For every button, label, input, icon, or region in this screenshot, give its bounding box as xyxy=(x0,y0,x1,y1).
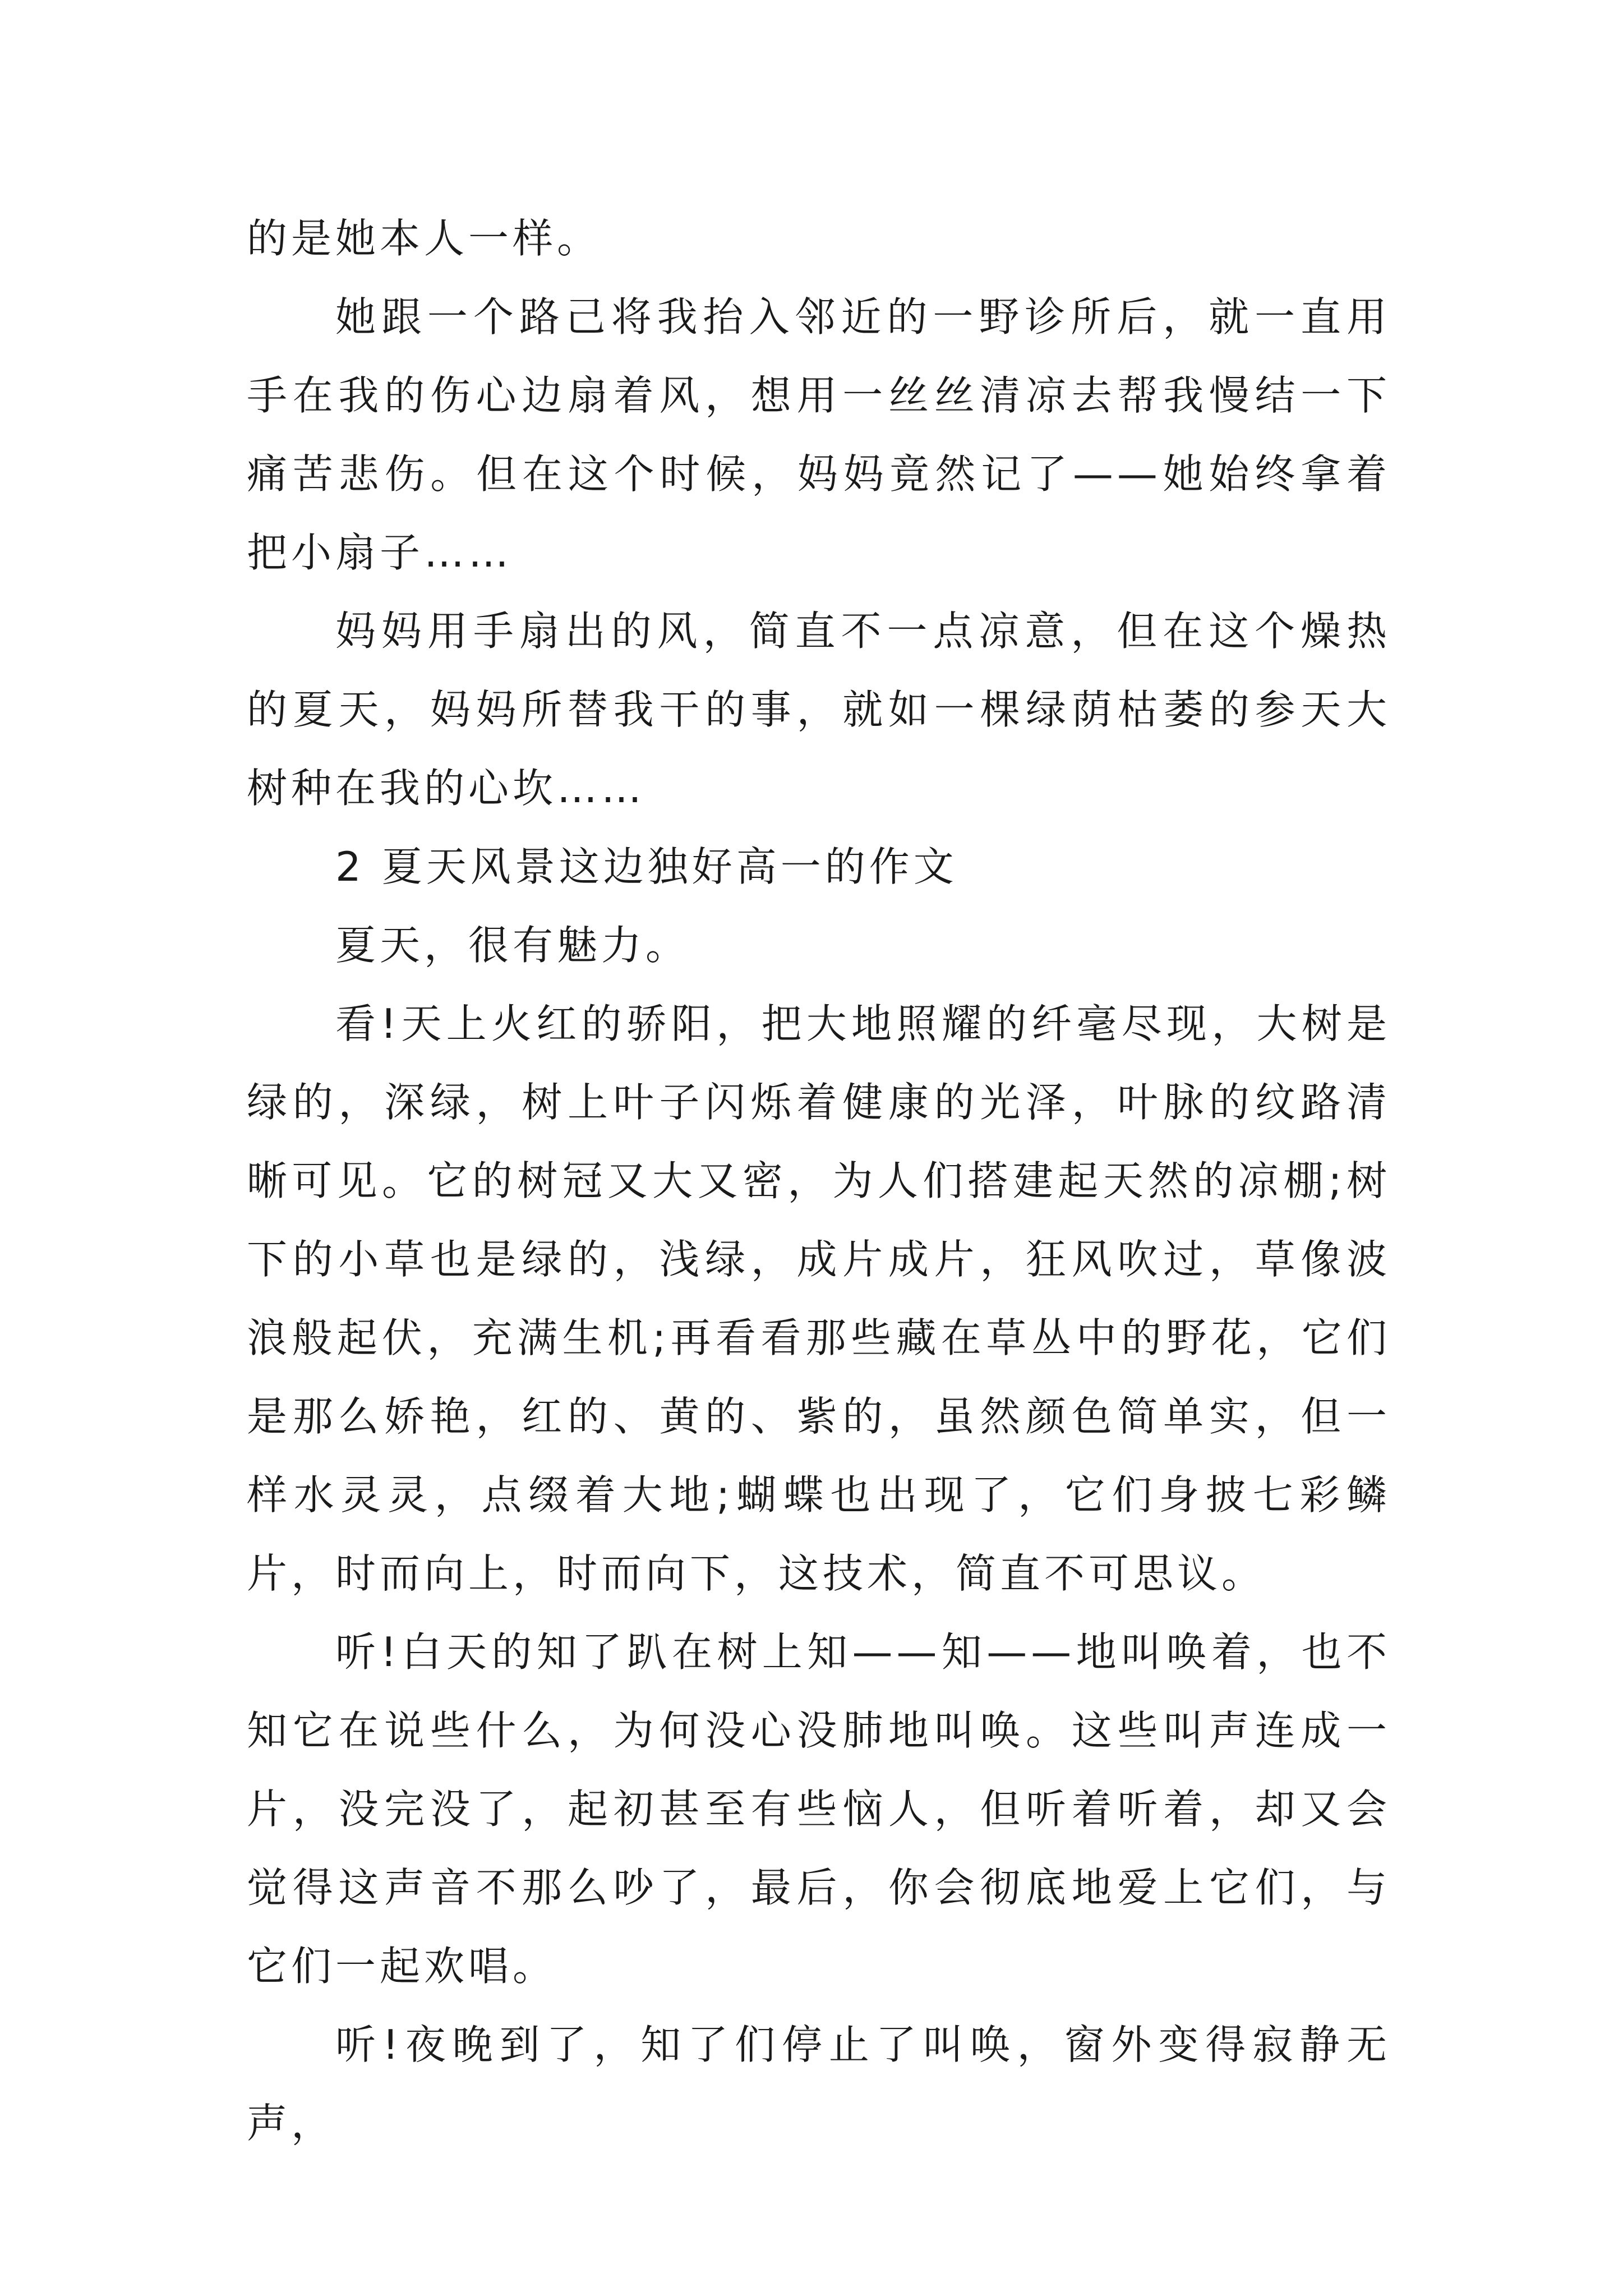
paragraph-summer-charm: 夏天，很有魅力。 xyxy=(335,922,690,969)
paragraph-look: 看!天上火红的骄阳，把大地照耀的纤毫尽现，大树是绿的，深绿，树上叶子闪烁着健康的光泽，叶脉的纹路清晰可见。它的树冠又大又密，为人们搭建起天然的凉棚;树下的小草也是绿的，浅绿，成片成片，狂风吹过，草像波浪般起伏，充满生机;再看看那些藏在草丛中的野花，它们是那么娇艳，红的、黄的、紫的，虽然颜色简单实，但一样水灵灵，点缀着大地;蝴蝶也出现了，它们身披七彩鳞片，时而向上，时而向下，这技术，简直不可思议。 xyxy=(247,1000,1391,1597)
document-body xyxy=(247,199,1391,2162)
paragraph-continuation: 的是她本人一样。 xyxy=(247,215,602,262)
paragraph-listen-day: 听!白天的知了趴在树上知——知——地叫唤着，也不知它在说些什么，为何没心没肺地叫唤。这些叫声连成一片，没完没了，起初甚至有些恼人，但听着听着，却又会觉得这声音不那么吵了，最后，你会彻底地爱上它们，与它们一起欢唱。 xyxy=(247,1628,1391,1990)
essay-heading: 2 夏天风景这边独好高一的作文 xyxy=(335,843,958,890)
paragraph-listen-night: 听!夜晚到了，知了们停止了叫唤，窗外变得寂静无声， xyxy=(247,2021,1391,2147)
paragraph-cool-wind: 妈妈用手扇出的风，简直不一点凉意，但在这个燥热的夏天，妈妈所替我干的事，就如一棵绿荫枯萎的参天大树种在我的心坎…… xyxy=(247,608,1391,812)
paragraph-fan-story: 她跟一个路己将我抬入邻近的一野诊所后，就一直用手在我的伤心边扇着风，想用一丝丝清凉去帮我慢结一下痛苦悲伤。但在这个时候，妈妈竟然记了——她始终拿着把小扇子…… xyxy=(247,293,1391,576)
